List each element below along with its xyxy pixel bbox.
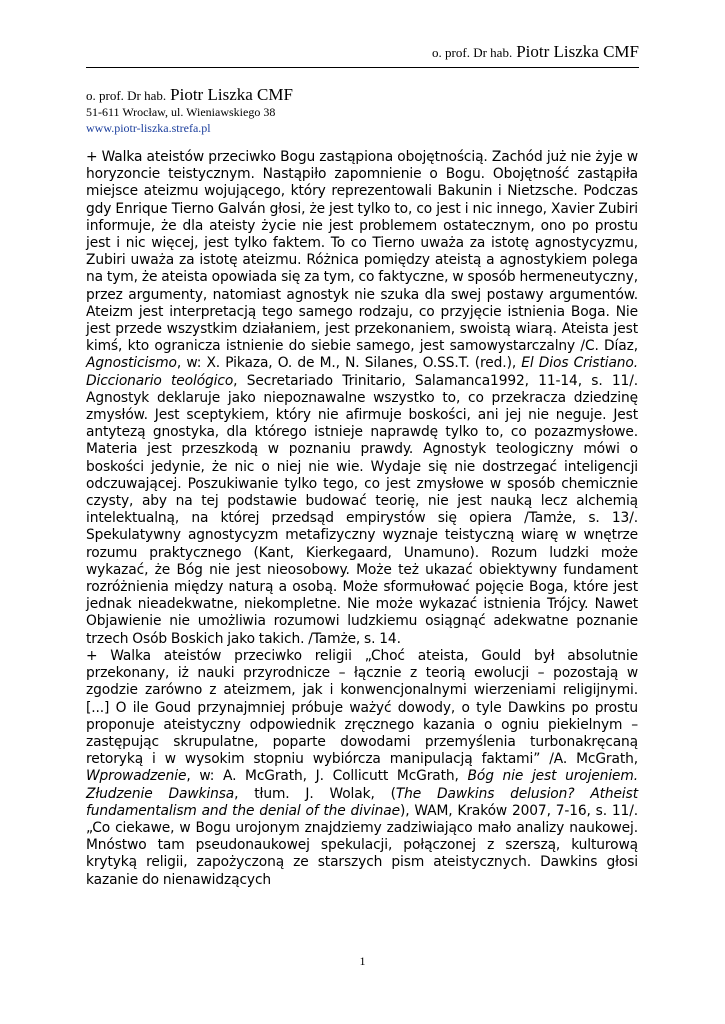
italic-citation: The Dawkins delusion? Atheist fundamentalism and the denial of the divinae: [86, 785, 638, 819]
paragraph: [86, 149, 638, 648]
author-street: 51-611 Wrocław, ul. Wieniawskiego 38: [86, 105, 276, 119]
running-header: [432, 42, 639, 62]
text-segment: + Walka ateistów przeciwko religii „Choć ateista, Gould był absolutnie przekonany, iż nauki przyrodnicze – łącznie z teorią ewolucji – pozostają w zgodzie zarówno z ateizmem, jak i konwencjonalnymi wierzeniami religijnymi. [...] O ile Goud przynajmniej próbuje ważyć dowody, o tyle Dawkins po prostu proponuje ateistyczny odpowiednik zręcznego kazania o ogniu piekielnym – zastępując skrupulatne, poparte dowodami przemyślenia turbonakręcaną retoryką i w wysokim stopniu wybiórcza manipulacją faktami” /A. McGrath,: [86, 647, 638, 768]
text-segment: , tłum. J. Wolak, (: [234, 785, 396, 802]
italic-citation: Bóg nie jest urojeniem. Złudzenie Dawkinsa: [86, 768, 638, 802]
text-segment: ), WAM, Kraków 2007, 7-16, s. 11/. „Co ciekawe, w Bogu urojonym znajdziemy zadziwiająco mało analizy naukowej. Mnóstwo tam pseudonaukowej spekulacji, połączonej z szerszą, kulturową krytyką religii, zapożyczoną ze starszych pism ateistycznych. Dawkins głosi kazanie do nienawidzących: [86, 802, 638, 888]
body-text: [86, 149, 638, 889]
text-segment: , w: X. Pikaza, O. de M., N. Silanes, O.SS.T. (red.),: [176, 355, 522, 372]
author-prefix: o. prof. Dr hab.: [86, 88, 167, 103]
paragraph: [86, 648, 638, 889]
author-name: Piotr Liszka CMF: [170, 85, 293, 104]
running-header-name: Piotr Liszka CMF: [516, 42, 639, 61]
italic-citation: Wprowadzenie: [86, 768, 187, 785]
text-segment: , w: A. McGrath, J. Collicutt McGrath,: [186, 768, 468, 785]
italic-citation: El Dios Cristiano. Diccionario teológico: [86, 355, 638, 389]
page-number: 1: [359, 954, 366, 968]
author-website-link[interactable]: www.piotr-liszka.strefa.pl: [86, 121, 211, 135]
author-line: [86, 87, 293, 104]
header-rule: [86, 67, 639, 68]
text-segment: , Secretariado Trinitario, Salamanca1992, 11-14, s. 11/. Agnostyk deklaruje jako niepoznawalne wszystko to, co przekracza dziedzinę zmysłów. Jest sceptykiem, który nie afirmuje boskości, ani jej nie neguje. Jest antytezą gnostyka, dla którego istnieje naprawdę tylko to, co pozazmysłowe. Materia jest przeszkodą w poznaniu prawdy. Agnostyk teologiczny mówi o boskości jedynie, że nic o niej nie wie. Wydaje się nie dostrzegać inteligencji odczuwającej. Poszukiwanie tylko tego, co jest zmysłowe w sposób chemicznie czysty, aby na tej podstawie budować teorię, nie jest nauką lecz alchemią intelektualną, na której przedsąd empirystów się opiera /Tamże, s. 13/. Spekulatywny agnostycyzm metafizyczny wyznaje teistyczną wiarę w wnętrze rozumu praktycznego (Kant, Kierkegaard, Unamuno). Rozum ludzki może wykazać, że Bóg nie jest nieosobowy. Może też ukazać obiektywny fundament rozróżnienia między naturą a osobą. Może sformułować pojęcie Boga, które jest jednak nieadekwatne, niekompletne. Nie może wykazać istnienia Trójcy. Nawet Objawienie nie umożliwia rozumowi ludzkiemu osiągnąć adekwatne poznanie trzech Osób Boskich jako takich. /Tamże, s. 14.: [86, 372, 638, 647]
author-address-block: [86, 87, 293, 136]
text-segment: + Walka ateistów przeciwko Bogu zastąpiona obojętnością. Zachód już nie żyje w horyzoncie teistycznym. Nastąpiło zapomnienie o Bogu. Obojętność zastąpiła miejsce ateizmu wojującego, który reprezentowali Bakunin i Nietzsche. Podczas gdy Enrique Tierno Galván głosi, że jest tylko to, co jest i nic innego, Xavier Zubiri informuje, że dla ateisty życie nie jest problemem ostatecznym, ono po prostu jest i nic więcej, jest tylko faktem. To co Tierno uważa za istotę agnostycyzmu, Zubiri uważa za istotę ateizmu. Różnica pomiędzy ateistą a agnostykiem polega na tym, że ateista opowiada się za tym, co faktyczne, w sposób hermeneutyczny, przez argumenty, natomiast agnostyk nie szuka dla swej postawy argumentów. Ateizm jest interpretacją tego samego rodzaju, co przyjęcie istnienia Boga. Nie jest przede wszystkim działaniem, jest przekonaniem, swoistą wiarą. Ateista jest kimś, kto ogranicza istnienie do siebie samego, jest samowystarczalny /C. Díaz,: [86, 149, 638, 355]
running-header-prefix: o. prof. Dr hab.: [432, 45, 513, 60]
italic-citation: Agnosticismo: [86, 355, 177, 372]
